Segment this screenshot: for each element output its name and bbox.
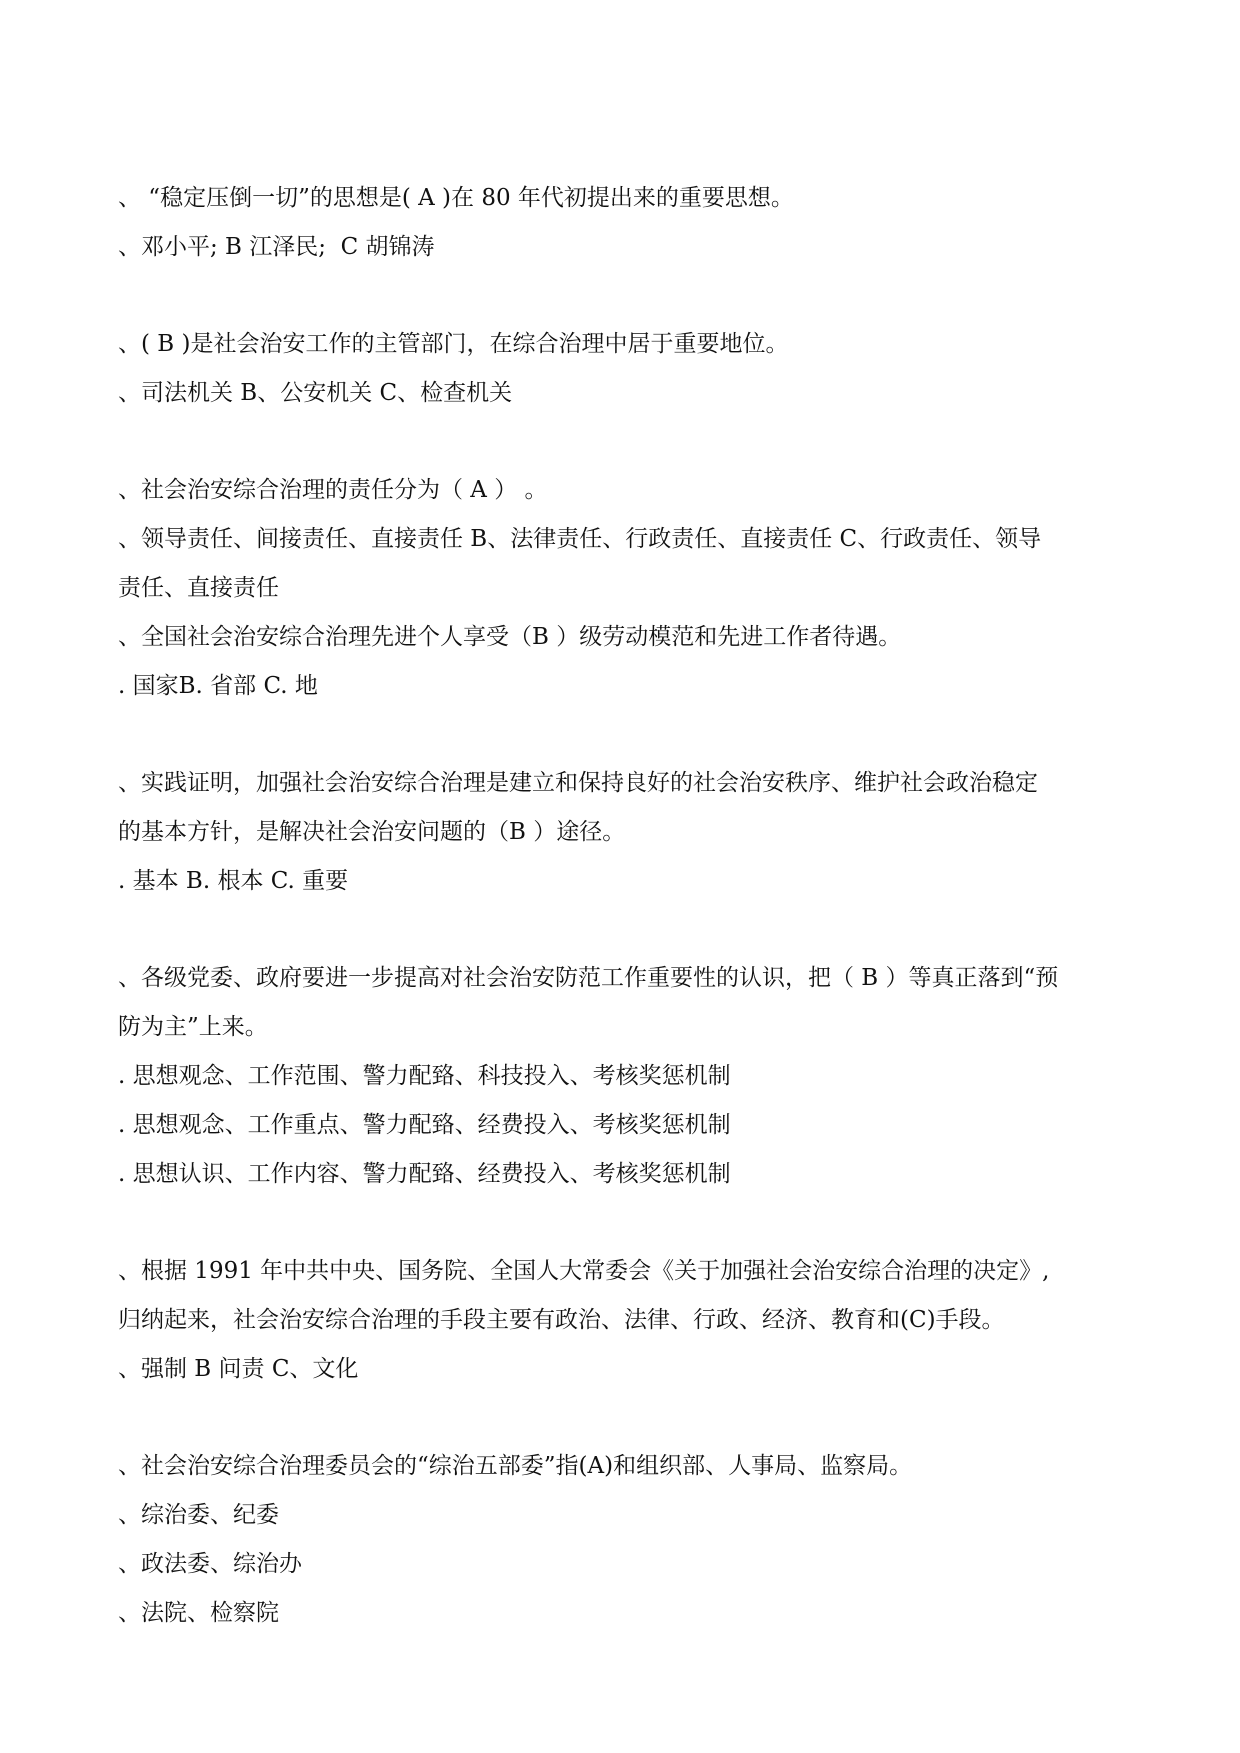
question-text-continued: 防为主”上来。 xyxy=(118,1014,268,1040)
question-text: 、( B )是社会治安工作的主管部门，在综合治理中居于重要地位。 xyxy=(118,331,789,357)
question-block xyxy=(118,759,1128,906)
spacer xyxy=(118,1394,1128,1442)
question-block xyxy=(118,954,1128,1199)
question-block xyxy=(118,466,1128,711)
question-text: 、根据 1991 年中共中央、国务院、全国人大常委会《关于加强社会治安综合治理的决定》, xyxy=(118,1258,1050,1284)
question-block xyxy=(118,174,1128,272)
question-text: 、社会治安综合治理的责任分为（ A ） 。 xyxy=(118,477,548,503)
answer-option-b: . 思想观念、工作重点、警力配臵、经费投入、考核奖惩机制 xyxy=(118,1112,731,1138)
answer-options: 、强制 B 问责 C、文化 xyxy=(118,1356,359,1382)
spacer xyxy=(118,418,1128,466)
question-text: 、社会治安综合治理委员会的“综治五部委”指(A)和组织部、人事局、监察局。 xyxy=(118,1453,913,1479)
answer-options-continued: 责任、直接责任 xyxy=(118,575,279,601)
question-text: 、 “稳定压倒一切”的思想是( A )在 80 年代初提出来的重要思想。 xyxy=(118,185,794,211)
answer-option-b: 、政法委、综治办 xyxy=(118,1551,302,1577)
spacer xyxy=(118,1199,1128,1247)
spacer xyxy=(118,272,1128,320)
answer-option-a: . 思想观念、工作范围、警力配臵、科技投入、考核奖惩机制 xyxy=(118,1063,731,1089)
question-text: 、各级党委、政府要进一步提高对社会治安防范工作重要性的认识，把（ B ）等真正落到“预 xyxy=(118,965,1059,991)
question-text-continued: 的基本方针，是解决社会治安问题的（B ）途径。 xyxy=(118,819,626,845)
answer-options: 、司法机关 B、公安机关 C、检查机关 xyxy=(118,380,513,406)
question-text-continued: 归纳起来，社会治安综合治理的手段主要有政治、法律、行政、经济、教育和(C)手段。 xyxy=(118,1307,1005,1333)
question-block xyxy=(118,320,1128,418)
question-block xyxy=(118,1442,1128,1638)
spacer xyxy=(118,711,1128,759)
answer-option-a: 、综治委、纪委 xyxy=(118,1502,279,1528)
question-text: 、实践证明，加强社会治安综合治理是建立和保持良好的社会治安秩序、维护社会政治稳定 xyxy=(118,770,1038,796)
answer-option-c: . 思想认识、工作内容、警力配臵、经费投入、考核奖惩机制 xyxy=(118,1161,731,1187)
question-text: 、全国社会治安综合治理先进个人享受（B ）级劳动模范和先进工作者待遇。 xyxy=(118,624,902,650)
spacer xyxy=(118,906,1128,954)
answer-options: . 基本 B. 根本 C. 重要 xyxy=(118,868,349,894)
answer-option-c: 、法院、检察院 xyxy=(118,1600,279,1626)
answer-options: 、邓小平; B 江泽民; C 胡锦涛 xyxy=(118,234,435,260)
document-body xyxy=(118,174,1128,1638)
answer-options: 、领导责任、间接责任、直接责任 B、法律责任、行政责任、直接责任 C、行政责任、领导 xyxy=(118,526,1042,552)
answer-options: . 国家B. 省部 C. 地 xyxy=(118,673,318,699)
question-block xyxy=(118,1247,1128,1394)
